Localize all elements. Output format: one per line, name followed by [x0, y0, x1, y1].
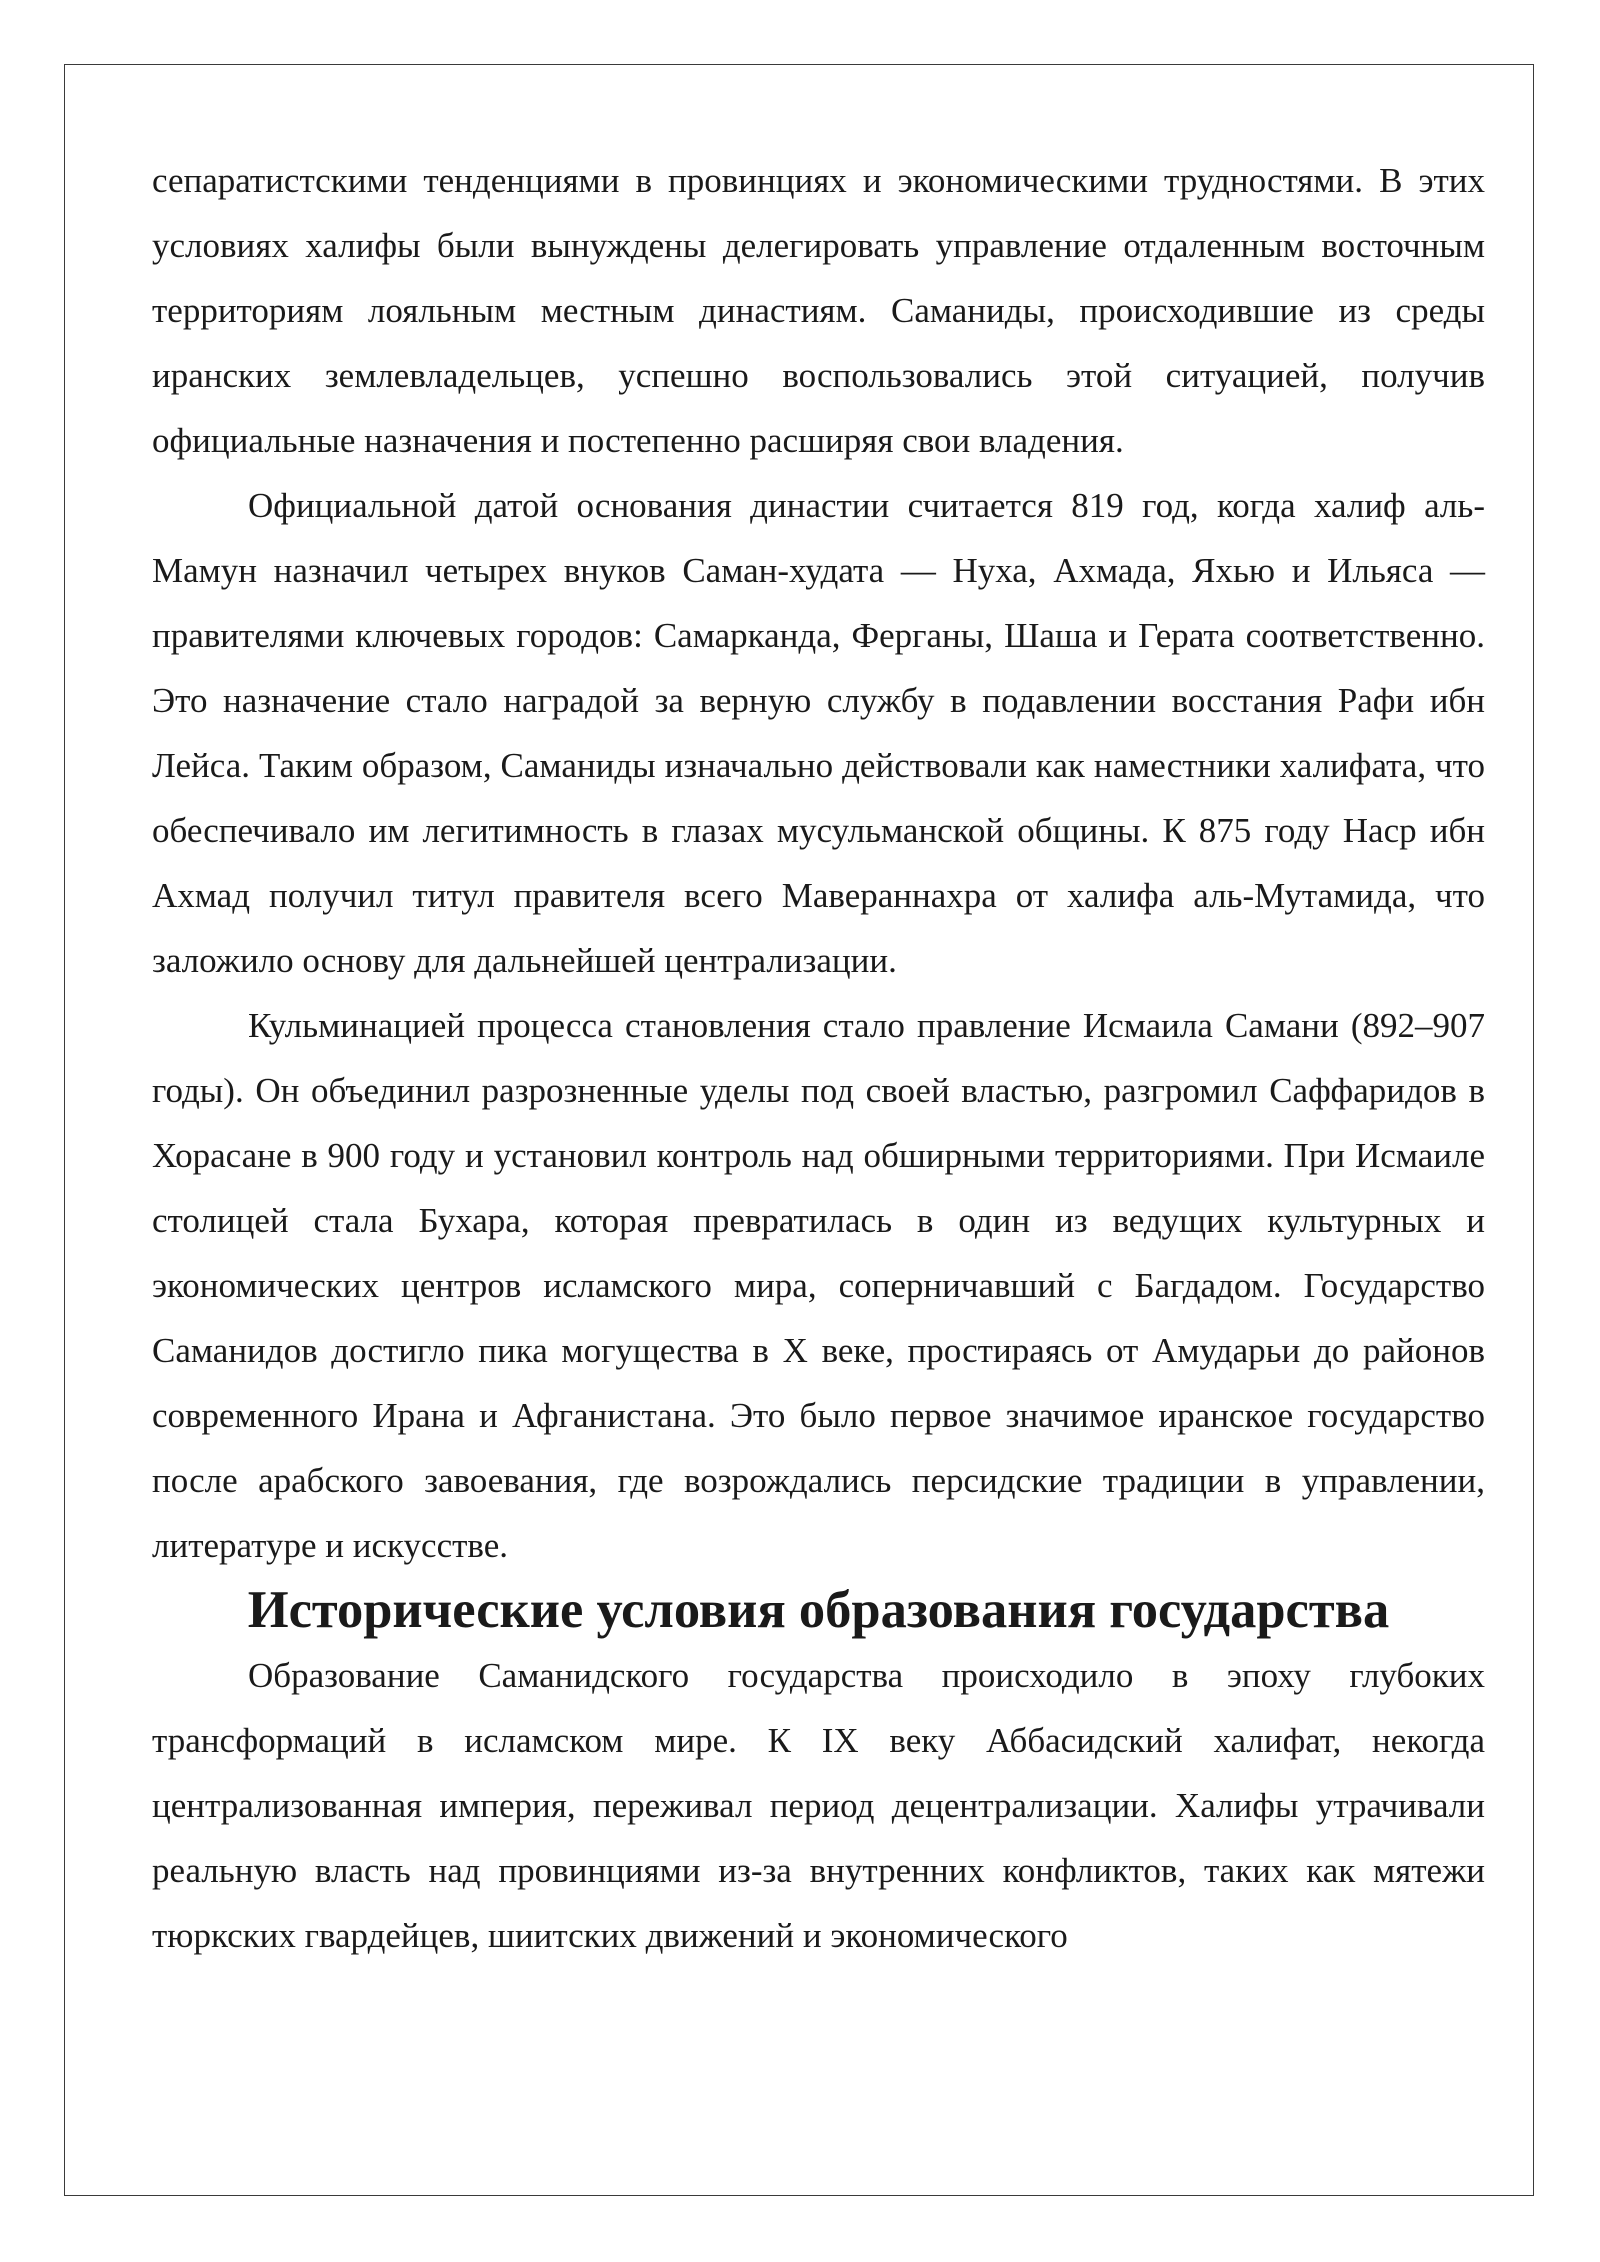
document-body [152, 148, 1485, 1968]
section-heading: Исторические условия образования государства [247, 1581, 1390, 1639]
paragraph-ismail-samani: Кульминацией процесса становления стало правление Исмаила Самани (892–907 годы). Он объединил разрозненные уделы под своей властью, разгромил Саффаридов в Хорасане в 900 году и установил контроль над обширными территориями. При Исмаиле столицей стала Бухара, которая превратилась в один из ведущих культурных и экономических центров исламского мира, соперничавший с Багдадом. Государство Саманидов достигло пика могущества в X веке, простираясь от Амударьи до районов современного Ирана и Афганистана. Это было первое значимое иранское государство после арабского завоевания, где возрождались персидские традиции в управлении, литературе и искусстве. [152, 1006, 1485, 1565]
paragraph-historical-conditions: Образование Саманидского государства происходило в эпоху глубоких трансформаций в исламском мире. К IX веку Аббасидский халифат, некогда централизованная империя, переживал период децентрализации. Халифы утрачивали реальную власть над провинциями из-за внутренних конфликтов, таких как мятежи тюркских гвардейцев, шиитских движений и экономического [152, 1656, 1485, 1955]
paragraph-continued: сепаратистскими тенденциями в провинциях и экономическими трудностями. В этих условиях халифы были вынуждены делегировать управление отдаленным восточным территориям лояльным местным династиям. Саманиды, происходившие из среды иранских землевладельцев, успешно воспользовались этой ситуацией, получив официальные назначения и постепенно расширяя свои владения. [152, 161, 1485, 460]
paragraph-dynasty-founding: Официальной датой основания династии считается 819 год, когда халиф аль-Мамун назначил четырех внуков Саман-худата — Нуха, Ахмада, Яхью и Ильяса — правителями ключевых городов: Самарканда, Ферганы, Шаша и Герата соответственно. Это назначение стало наградой за верную службу в подавлении восстания Рафи ибн Лейса. Таким образом, Саманиды изначально действовали как наместники халифата, что обеспечивало им легитимность в глазах мусульманской общины. К 875 году Наср ибн Ахмад получил титул правителя всего Мавераннахра от халифа аль-Мутамида, что заложило основу для дальнейшей централизации. [152, 486, 1485, 980]
